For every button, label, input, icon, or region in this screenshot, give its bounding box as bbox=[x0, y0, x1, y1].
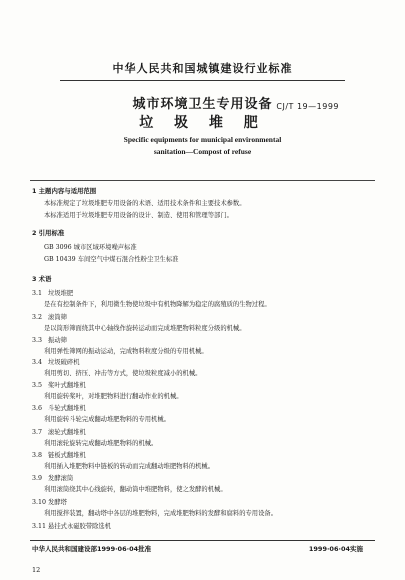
paragraph: 本标准规定了垃圾堆肥专用设备的术语、适用技术条件和主要技术参数。 bbox=[44, 200, 246, 207]
term-definition: 利用剪切、挤压、冲击等方式，使垃圾粒度减小的机械。 bbox=[44, 370, 202, 377]
term-heading bbox=[32, 358, 80, 368]
page-number: 12 bbox=[32, 566, 41, 574]
term-heading bbox=[32, 289, 73, 299]
term-number: 3.1 bbox=[32, 290, 43, 297]
term-definition: 利用滚轮旋转完成翻动堆肥物料的机械。 bbox=[44, 440, 158, 447]
term-name: 链板式翻堆机 bbox=[48, 452, 86, 459]
term-heading bbox=[32, 451, 86, 461]
term-heading bbox=[32, 381, 86, 391]
title-en bbox=[0, 134, 405, 158]
title-cn-line2: 垃 圾 堆 肥 bbox=[139, 115, 266, 131]
term-heading bbox=[32, 313, 67, 323]
term-heading bbox=[32, 428, 86, 438]
standard-type: 中华人民共和国城镇建设行业标准 bbox=[112, 62, 293, 75]
term-name: 发酵塔 bbox=[48, 499, 67, 506]
section-heading: 3 术语 bbox=[32, 275, 52, 283]
term-number: 3.5 bbox=[32, 382, 43, 389]
term-name: 振动筛 bbox=[48, 337, 67, 344]
term-number: 3.4 bbox=[32, 359, 43, 366]
term-name: 滚轮式翻堆机 bbox=[48, 429, 86, 436]
header-rule bbox=[60, 80, 345, 81]
term-heading bbox=[32, 498, 67, 508]
title-cn-line1: 城市环境卫生专用设备 bbox=[132, 97, 273, 112]
term-definition: 利用旋转桨叶，对堆肥物料进行翻动作业的机械。 bbox=[44, 393, 183, 400]
title-en-line2: sanitation—Compost of refuse bbox=[153, 147, 252, 156]
term-definition: 利用滚筒绕其中心线旋转，翻动筒中堆肥物料，使之发酵的机械。 bbox=[44, 486, 227, 493]
term-name: 垃圾堆肥 bbox=[48, 290, 74, 297]
term-number: 3.9 bbox=[32, 475, 43, 482]
implementation-date: 1999·06·04实施 bbox=[308, 545, 363, 553]
term-definition: 利用搅拌装置，翻动塔中各层的堆肥物料，完成堆肥物料的发酵和腐料的专用设备。 bbox=[44, 510, 277, 517]
section-heading: 1 主题内容与适用范围 bbox=[32, 187, 97, 195]
term-name: 斗轮式翻堆机 bbox=[48, 405, 86, 412]
term-definition: 利用插入堆肥物料中链板的转动而完成翻动堆肥物料的机械。 bbox=[44, 463, 215, 470]
term-name: 桨叶式翻堆机 bbox=[48, 382, 86, 389]
term-number: 3.3 bbox=[32, 337, 43, 344]
reference-item: GB 3096 城市区域环境噪声标准 bbox=[44, 244, 137, 251]
title-en-line1: Specific equipments for municipal environmental bbox=[123, 135, 282, 144]
standard-code: CJ/T 19—1999 bbox=[276, 102, 339, 111]
term-number: 3.7 bbox=[32, 429, 43, 436]
section-heading: 2 引用标准 bbox=[32, 229, 65, 237]
term-heading bbox=[32, 522, 111, 532]
term-definition: 是以筒形筛面绕其中心轴线作旋转运动而完成堆肥物料粒度分级的机械。 bbox=[44, 325, 246, 332]
term-number: 3.10 bbox=[32, 499, 47, 506]
term-heading bbox=[32, 336, 67, 346]
term-heading bbox=[32, 404, 86, 414]
title-rule bbox=[30, 180, 375, 181]
term-name: 悬挂式永磁胶带除选机 bbox=[48, 523, 112, 530]
paragraph: 本标准适用于垃圾堆肥专用设备的设计、制造、使用和管理等部门。 bbox=[44, 212, 233, 219]
term-definition: 是在有控制条件下，利用微生物使垃圾中有机物降解为稳定的腐殖质的生物过程。 bbox=[44, 301, 271, 308]
footer-rule bbox=[30, 540, 375, 541]
term-number: 3.11 bbox=[32, 523, 47, 530]
term-heading bbox=[32, 474, 73, 484]
term-definition: 利用旋转斗轮完成翻动堆肥物料的专用机械。 bbox=[44, 416, 170, 423]
term-definition: 利用弹性筛网的振动运动，完成物料粒度分级的专用机械。 bbox=[44, 348, 208, 355]
reference-item: GB 10439 车间空气中煤石混合性粉尘卫生标准 bbox=[44, 256, 179, 263]
term-name: 滚筒筛 bbox=[48, 314, 67, 321]
term-number: 3.8 bbox=[32, 452, 43, 459]
approval-date: 中华人民共和国建设部1999·06·04批准 bbox=[32, 545, 152, 553]
term-number: 3.6 bbox=[32, 405, 43, 412]
term-number: 3.2 bbox=[32, 314, 43, 321]
term-name: 发酵滚筒 bbox=[48, 475, 74, 482]
term-name: 垃圾破碎机 bbox=[48, 359, 80, 366]
